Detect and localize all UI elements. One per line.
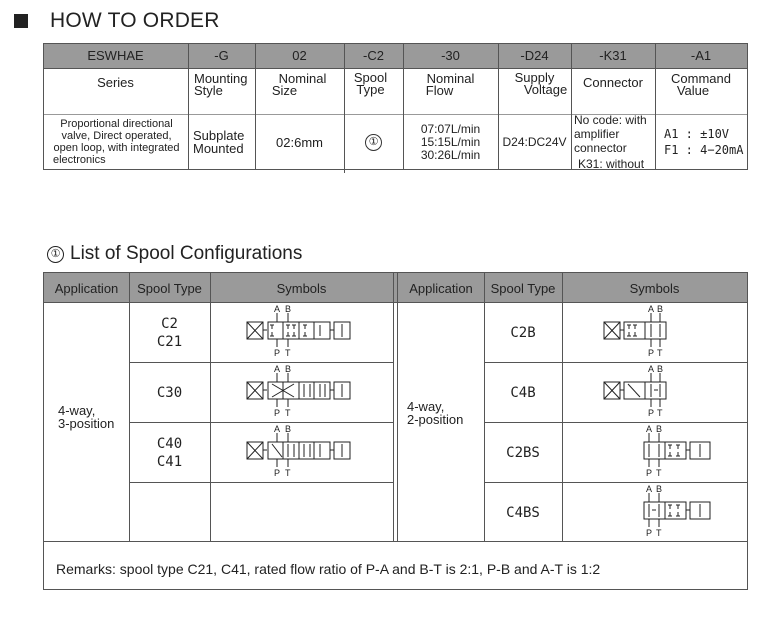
svg-text:B: B [657,304,664,314]
code-command: -A1 [690,48,712,63]
spool-section-title: ① List of Spool Configurations [47,243,302,265]
svg-text:A: A [648,364,655,374]
svg-text:P: P [648,408,655,418]
application-left: 4-way, 3-position [58,403,115,431]
label-connector: Connector [583,75,643,90]
value-spool: ① [344,115,403,169]
svg-text:B: B [657,364,664,374]
spool-title-marker: ① [47,246,64,263]
code-size: 02 [292,48,307,63]
header-symbols-right: Symbols [629,280,680,296]
value-series: Proportional directional valve, Direct operated, open loop, with integrated electronics [53,118,180,166]
port-a-label: A [274,304,281,314]
value-connector: No code: with amplifier connector K31: without [574,113,647,171]
code-spool: -C2 [363,48,384,63]
symbol-c2b-2pos [562,303,747,362]
spool-type-c2b: C2B [510,324,536,341]
symbol-c2-3pos [210,303,393,362]
application-right: 4-way, 2-position [407,399,464,427]
spool-type-c2: C2 C21 [156,315,183,350]
remarks-text: Remarks: spool type C21, C41, rated flow ratio of P-A and B-T is 2:1, P-B and A-T is 1:2 [56,561,601,577]
label-size: Nominal Size [271,71,327,98]
port-b-label: B [285,304,292,314]
label-series: Series [97,75,134,90]
heading-square-icon [14,14,28,28]
header-application-left: Application [54,280,119,296]
value-flow: 07:07L/min 15:15L/min 30:26L/min [420,121,481,162]
svg-text:T: T [656,468,662,478]
order-code-table [43,43,748,170]
spool-type-c40: C40 C41 [156,435,183,470]
code-mounting: -G [214,48,229,63]
spool-type-c30: C30 [156,384,183,401]
label-mounting: Mounting Style [194,71,248,98]
svg-text:A: A [646,484,653,494]
label-voltage: Supply Voltage [514,70,568,97]
header-spool-type-right: Spool Type [490,280,556,296]
heading-title: HOW TO ORDER [50,9,220,32]
code-connector: -K31 [599,48,627,63]
symbol-c4b-2pos [562,363,747,422]
svg-text:P: P [648,348,655,358]
spool-type-c4b: C4B [510,384,536,401]
svg-text:A: A [648,304,655,314]
header-application-right: Application [409,280,473,296]
label-flow: Nominal Flow [425,71,475,98]
value-mounting: Subplate Mounted [193,128,245,156]
spool-type-c4bs: C4BS [506,504,540,521]
svg-text:T: T [657,408,663,418]
spool-type-c2bs: C2BS [506,444,540,461]
port-t-label: T [285,348,291,358]
code-flow: -30 [441,48,460,63]
code-series: ESWHAE [87,48,144,63]
value-command: A1 : ±10V F1 : 4−20mA [664,127,744,157]
svg-text:P: P [646,468,653,478]
symbol-c4bs-2pos [562,483,747,542]
svg-text:A: A [274,364,281,374]
value-voltage: D24:DC24V [502,134,567,149]
svg-text:T: T [657,348,663,358]
svg-text:P: P [274,408,281,418]
svg-text:T: T [285,468,291,478]
svg-text:B: B [285,364,292,374]
symbol-c40-3pos [210,423,393,482]
symbol-c30-3pos [210,363,393,422]
spool-configuration-table [43,272,748,590]
svg-text:B: B [656,424,663,434]
label-command: Command Value [671,71,731,98]
svg-text:B: B [656,484,663,494]
svg-text:P: P [274,468,281,478]
code-voltage: -D24 [520,48,549,63]
header-spool-type-left: Spool Type [137,280,202,296]
svg-text:B: B [285,424,292,434]
svg-text:T: T [285,408,291,418]
label-spool: Spool Type [353,70,388,97]
svg-text:P: P [646,528,653,538]
value-size: 02:6mm [276,134,323,150]
symbol-c2bs-2pos [562,423,747,482]
section-heading [14,6,220,36]
svg-text:A: A [274,424,281,434]
svg-text:T: T [656,528,662,538]
port-p-label: P [274,348,281,358]
header-symbols-left: Symbols [276,280,327,296]
svg-text:A: A [646,424,653,434]
